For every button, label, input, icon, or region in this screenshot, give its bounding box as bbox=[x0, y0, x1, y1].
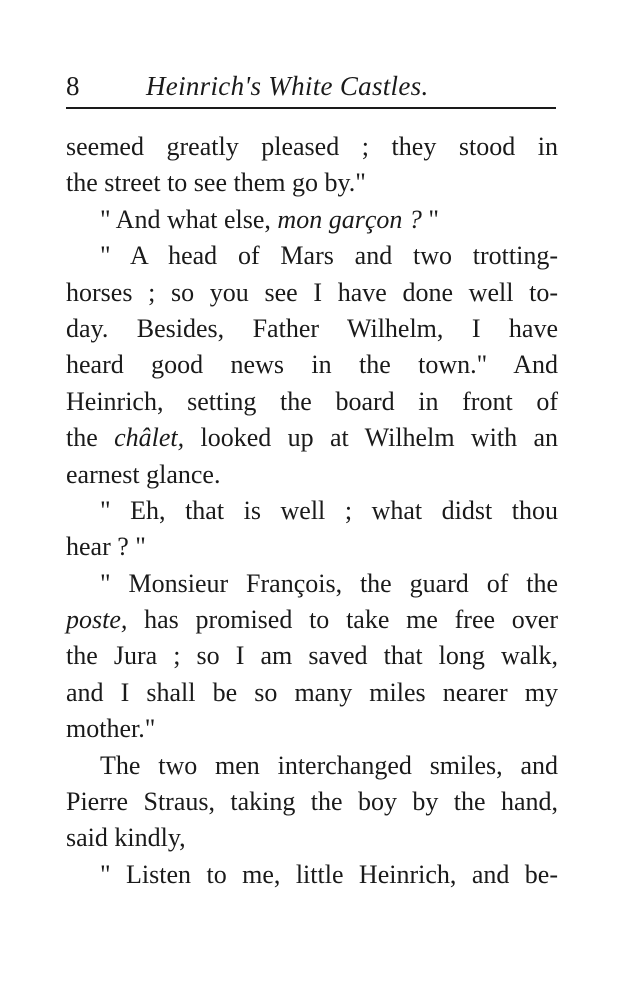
text-fragment: " bbox=[421, 204, 439, 234]
text-line: horses ; so you see I have done well to- bbox=[66, 277, 558, 307]
italic-phrase: mon garçon ? bbox=[277, 204, 422, 234]
text-line: mother." bbox=[66, 714, 156, 744]
text-line: the Jura ; so I am saved that long walk, bbox=[66, 641, 558, 671]
running-head bbox=[66, 68, 555, 104]
italic-word: poste, bbox=[66, 605, 128, 635]
text-fragment: the bbox=[66, 423, 115, 453]
text-line: day. Besides, Father Wilhelm, I have bbox=[66, 313, 558, 343]
header-rule bbox=[66, 107, 556, 109]
text-line: " Monsieur François, the guard of the bbox=[100, 568, 558, 598]
text-fragment: looked up at Wilhelm with an bbox=[184, 423, 559, 453]
text-line: the street to see them go by." bbox=[66, 168, 366, 198]
text-line: " Listen to me, little Heinrich, and be- bbox=[100, 859, 558, 889]
text-line: " Eh, that is well ; what didst thou bbox=[100, 495, 558, 525]
text-line: said kindly, bbox=[66, 823, 186, 853]
body-text bbox=[66, 129, 558, 893]
text-fragment: has promised to take me free over bbox=[127, 605, 558, 635]
text-line: " A head of Mars and two trotting- bbox=[100, 241, 558, 271]
text-line: heard good news in the town." And bbox=[66, 350, 558, 380]
text-line: and I shall be so many miles nearer my bbox=[66, 677, 558, 707]
running-title: Heinrich's White Castles. bbox=[146, 71, 429, 101]
text-line: Heinrich, setting the board in front of bbox=[66, 386, 558, 416]
text-line bbox=[66, 420, 558, 456]
text-line bbox=[66, 202, 558, 238]
text-line: The two men interchanged smiles, and bbox=[100, 750, 558, 780]
italic-word: châlet, bbox=[114, 423, 185, 453]
page-number: 8 bbox=[66, 71, 80, 101]
text-line: Pierre Straus, taking the boy by the hand, bbox=[66, 787, 558, 817]
text-line bbox=[66, 602, 558, 638]
text-fragment: " And what else, bbox=[100, 204, 278, 234]
text-line: hear ? " bbox=[66, 532, 146, 562]
text-line: earnest glance. bbox=[66, 459, 221, 489]
text-line: seemed greatly pleased ; they stood in bbox=[66, 132, 558, 161]
